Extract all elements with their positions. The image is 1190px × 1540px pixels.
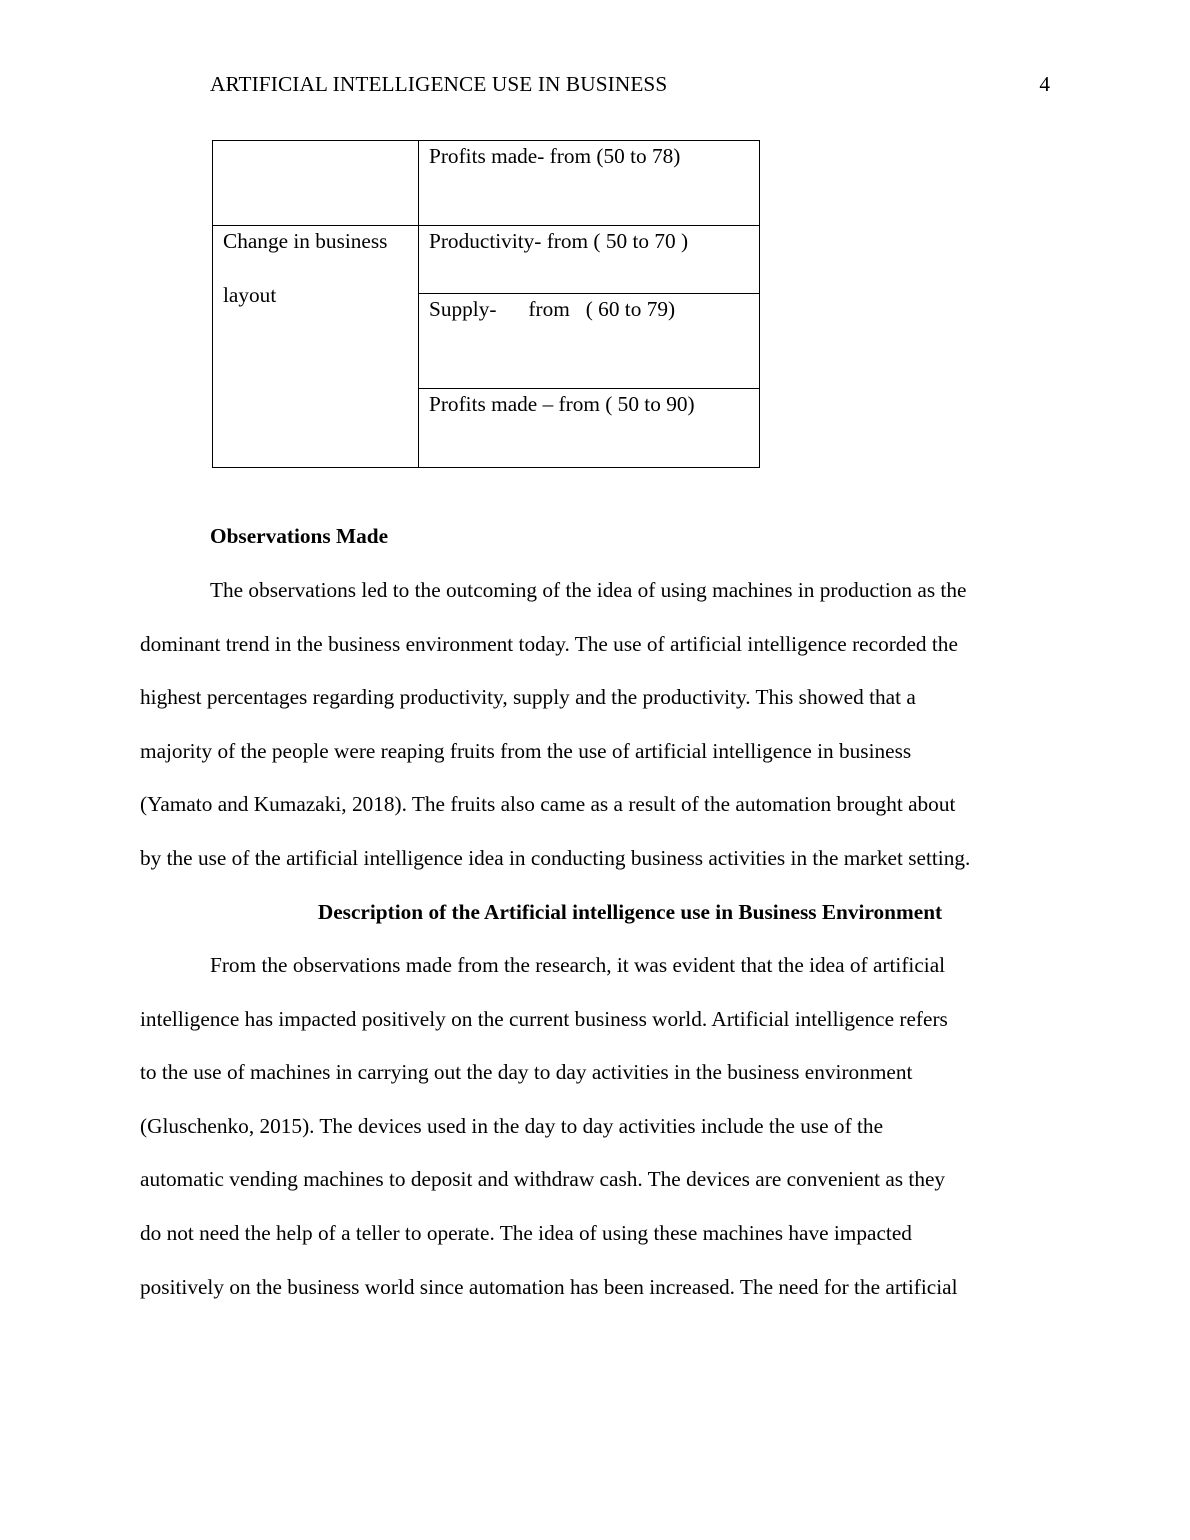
- table-cell-supply: Supply- from ( 60 to 79): [419, 294, 760, 389]
- paragraph-line: From the observations made from the research, it was evident that the idea of artificial: [210, 953, 946, 977]
- paragraph-line: to the use of machines in carrying out the day to day activities in the business environment: [140, 1060, 913, 1085]
- paragraph-line: dominant trend in the business environment today. The use of artificial intelligence recorded the: [140, 631, 958, 656]
- paragraph-line: automatic vending machines to deposit and withdraw cash. The devices are convenient as they: [140, 1167, 946, 1192]
- table-cell-change-layout: [213, 226, 419, 468]
- observations-paragraph: [140, 577, 1060, 899]
- paragraph-line: majority of the people were reaping fruits from the use of artificial intelligence in business: [140, 738, 912, 763]
- table-cell-profits-first: Profits made- from (50 to 78): [419, 141, 760, 226]
- paragraph-line: (Yamato and Kumazaki, 2018). The fruits also came as a result of the automation brought about: [140, 792, 956, 817]
- table-cell-empty: [213, 141, 419, 226]
- page-number: 4: [1039, 72, 1050, 96]
- table-row: [213, 141, 760, 226]
- table-cell-productivity: Productivity- from ( 50 to 70 ): [419, 226, 760, 294]
- description-paragraph: [140, 952, 1060, 1327]
- paragraph-line: The observations led to the outcoming of the idea of using machines in production as the: [210, 578, 967, 602]
- paragraph-line: by the use of the artificial intelligence idea in conducting business activities in the market setting.: [140, 845, 971, 870]
- table-cell-label-line2: layout: [223, 283, 277, 307]
- table-cell-profits-second: Profits made – from ( 50 to 90): [419, 389, 760, 468]
- paragraph-line: positively on the business world since automation has been increased. The need for the artificial: [140, 1274, 958, 1299]
- paragraph-line: highest percentages regarding productivity, supply and the productivity. This showed that a: [140, 685, 916, 710]
- table-cell-label-line1: Change in business: [223, 229, 388, 253]
- paragraph-line: (Gluschenko, 2015). The devices used in the day to day activities include the use of the: [140, 1113, 884, 1138]
- description-heading: Description of the Artificial intelligence use in Business Environment: [317, 900, 943, 924]
- running-head: ARTIFICIAL INTELLIGENCE USE IN BUSINESS: [210, 72, 668, 96]
- observations-heading: Observations Made: [210, 524, 389, 548]
- paragraph-line: do not need the help of a teller to operate. The idea of using these machines have impacted: [140, 1220, 912, 1245]
- results-table: [212, 140, 760, 468]
- table-row: [213, 226, 760, 294]
- paragraph-line: intelligence has impacted positively on the current business world. Artificial intelligence refers: [140, 1006, 948, 1031]
